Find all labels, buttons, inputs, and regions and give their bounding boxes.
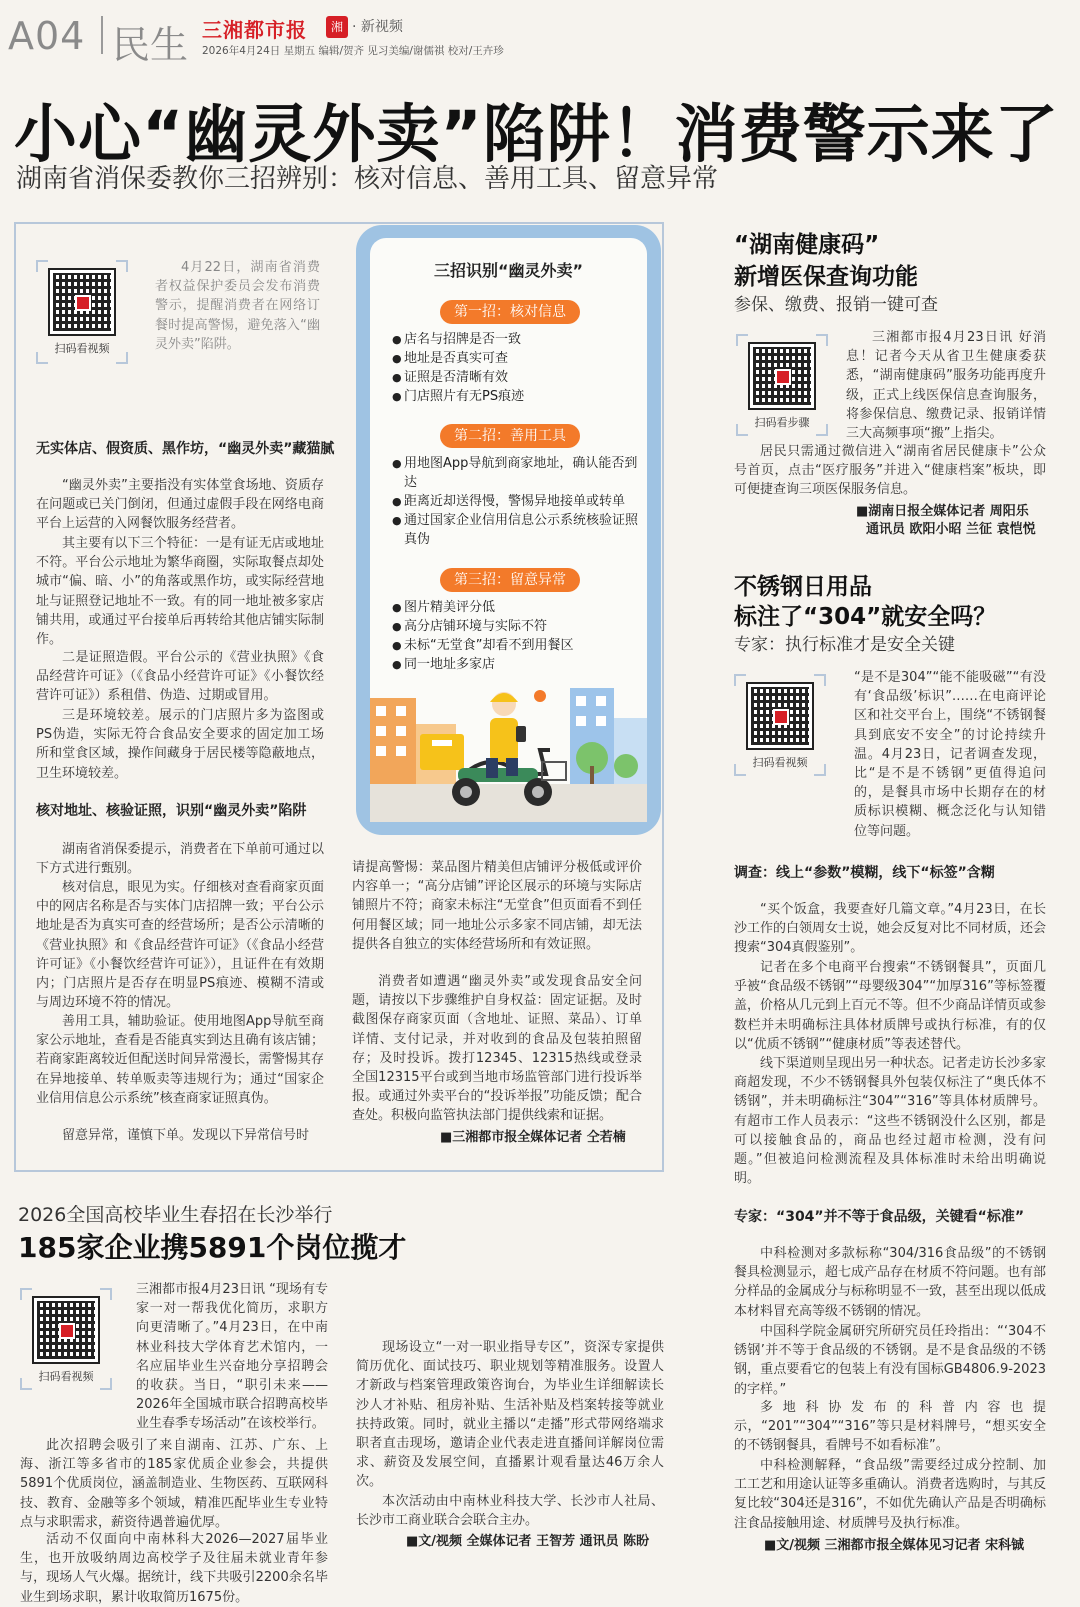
qr-caption: 扫码看步骤 (754, 416, 810, 429)
list-item: ● 证照是否清晰有效 (392, 368, 640, 387)
lead-paragraph: 请提高警惕：菜品图片精美但店铺评分极低或评价内容单一；“高分店铺”评论区展示的环境与实际店铺照片不符；商家未标注“无堂食”但页面看不到任何用餐区域；同一地址公示多家不同店铺，却无法提供各自独立的实体经营场所和有效证照。 (352, 860, 642, 952)
health-title-line-1: “湖南健康码” (734, 232, 880, 258)
qr-code-icon[interactable] (50, 270, 114, 334)
health-subtitle: 参保、缴费、报销一键可查 (734, 295, 938, 315)
list-item: ● 店名与招牌是否一致 (392, 330, 640, 349)
jobs-byline: ■文/视频 全媒体记者 王智芳 通讯员 陈盼 (406, 1534, 650, 1549)
step-1-list (392, 330, 640, 406)
lead-intro: 4月22日，湖南省消费者权益保护委员会发布消费警示，提醒消费者在网络订餐时提高警惕，避免落入“幽灵外卖”陷阱。 (155, 260, 320, 352)
steel-paragraph: 多地科协发布的科普内容也提示，“201”“304”“316”等只是材料牌号，“想买安全的不锈钢餐具，看牌号不如看标准”。 (734, 1400, 1046, 1454)
lead-subheadline: 湖南省消保委教你三招辨别：核对信息、善用工具、留意异常 (16, 164, 719, 194)
step-3-label: 第三招：留意异常 (440, 568, 580, 592)
health-byline: ■湖南日报全媒体记者 周阳乐 (856, 504, 1029, 519)
jobs-paragraph: 三湘都市报4月23日讯 “现场有专家一对一帮我优化简历，求职方向更清晰了。”4月23日，在中南林业科技大学体育艺术馆内，一名应届毕业生兴奋地分享招聘会的收获。当日，“职引未来——2026年全国城市联合招聘高校毕业生春季专场活动”在该校举行。 (136, 1282, 328, 1432)
list-item: ● 未标“无堂食”却看不到用餐区 (392, 636, 640, 655)
steel-paragraph: “是不是304”“能不能吸磁”“有没有‘食品级’标识”……在电商评论区和社交平台上，围绕“不锈钢餐具到底安不安全”的讨论持续升温。4月23日，记者调查发现，比“是不是不锈钢”更值得追问的，是餐具市场中长期存在的材质标识模糊、概念泛化与认知错位等问题。 (854, 670, 1046, 839)
lead-byline: ■三湘都市报全媒体记者 仝若楠 (440, 1130, 626, 1145)
steel-paragraph: 中科检测解释，“食品级”需要经过成分控制、加工工艺和用途认证等多重确认。消费者选购时，与其反复比较“304还是316”，不如优先确认产品是否明确标注食品接触用途、材质牌号及执行标准。 (734, 1458, 1047, 1531)
steel-paragraph: 中科检测对多款标称“304/316食品级”的不锈钢餐具检测显示，超七成产品存在材质不符问题。也有部分样品的金属成分与标称明显不一致，甚至出现以低成本材料冒充高等级不锈钢的情况。 (734, 1246, 1047, 1319)
list-item: ● 用地图App导航到商家地址，确认能否到达 (392, 454, 640, 492)
steel-subhead-1: 调查：线上“参数”模糊，线下“标签”含糊 (734, 865, 995, 881)
qr-caption: 扫码看视频 (752, 756, 808, 769)
lead-subhead-1: 无实体店、假资质、黑作坊，“幽灵外卖”藏猫腻 (36, 441, 335, 457)
lead-paragraph: 留意异常，谨慎下单。发现以下异常信号时 (62, 1128, 310, 1143)
health-paragraph: 居民只需通过微信进入“湖南省居民健康卡”公众号首页，点击“医疗服务”并进入“健康档案”板块，即可便捷查询三项医保服务信息。 (734, 444, 1046, 498)
page-number: A04 (8, 14, 86, 58)
lead-paragraph: 湖南省消保委提示，消费者在下单前可通过以下方式进行甄别。 (36, 842, 324, 877)
delivery-rider-illustration (370, 678, 647, 822)
lead-qr-block[interactable] (36, 260, 128, 364)
jobs-headline: 185家企业携5891个岗位揽才 (18, 1231, 407, 1264)
jobs-paragraph: 现场设立“一对一职业指导专区”，资深专家提供简历优化、面试技巧、职业规划等精准服务。设置人才新政与档案管理政策咨询台，为毕业生详细解读长沙人才补贴、租房补贴、生活补贴及档案转接等就业扶持政策。同时，就业主播以“走播”形式带网络端求职者直击现场，邀请企业代表走进直播间详解岗位需求、薪资及发展空间，直播累计观看量达46万余人次。 (356, 1340, 664, 1490)
jobs-paragraph: 此次招聘会吸引了来自湖南、江苏、广东、上海、浙江等多省市的185家优质企业参会，共提供5891个优质岗位，涵盖制造业、生物医药、互联网科技、教育、金融等多个领域，精准匹配毕业生专业特点与求职需求，薪资待遇普遍优厚。 (20, 1438, 328, 1530)
lead-paragraph: 消费者如遭遇“幽灵外卖”或发现食品安全问题，请按以下步骤维护自身权益：固定证据。及时截图保存商家页面（含地址、证照、菜品）、订单详情、支付记录，并对收到的食品及包装拍照留存；及时投诉。拨打12345、12315热线或登录全国12315平台或到当地市场监管部门进行投诉举报。或通过外卖平台的“投诉举报”功能反馈；配合查处。积极向监管执法部门提供线索和证据。 (352, 974, 642, 1124)
list-item: ● 通过国家企业信用信息公示系统核验证照真伪 (392, 511, 640, 549)
health-title-line-2: 新增医保查询功能 (734, 264, 918, 290)
lead-subhead-2: 核对地址、核验证照，识别“幽灵外卖”陷阱 (36, 803, 307, 819)
list-item: ● 高分店铺环境与实际不符 (392, 617, 640, 636)
steel-paragraph: “买个饭盒，我要查好几篇文章。”4月23日，在长沙工作的白领周女士说，她会反复对比不同材质，还会搜索“304真假鉴别”。 (734, 902, 1047, 956)
list-item: ● 图片精美评分低 (392, 598, 640, 617)
jobs-kicker: 2026全国高校毕业生春招在长沙举行 (18, 1204, 333, 1226)
step-2-label: 第二招：善用工具 (440, 424, 580, 448)
delivery-scooter-icon (370, 678, 647, 822)
health-byline-2: 通讯员 欧阳小昭 兰征 袁恺悦 (866, 522, 1036, 537)
list-item: ● 同一地址多家店 (392, 655, 640, 674)
steel-paragraph: 记者在多个电商平台搜索“不锈钢餐具”，页面几乎被“食品级不锈钢”“母婴级304”“加厚316”等标签覆盖，价格从几元到上百元不等。但不少商品详情页或参数栏并未明确标注具体材质牌号或执行标准，有的仅以“优质不锈钢”“健康材质”等表述替代。 (734, 960, 1047, 1052)
list-item: ● 门店照片有无PS痕迹 (392, 387, 640, 406)
date-editor-line: 2026年4月24日 星期五 编辑/贺齐 见习美编/谢儒祺 校对/王卉珍 (202, 45, 504, 57)
qr-code-icon[interactable] (750, 344, 814, 408)
steel-title-line-2: 标注了“304”就安全吗？ (734, 604, 997, 630)
step-1-label: 第一招：核对信息 (440, 300, 580, 324)
jobs-paragraph: 活动不仅面向中南林科大2026—2027届毕业生，也开放吸纳周边高校学子及往届未就业青年参与，现场人气火爆。据统计，线下共吸引2200余名毕业生到场求职，累计收取简历1675份。 (20, 1532, 328, 1605)
infographic-title: 三招识别“幽灵外卖” (433, 261, 584, 280)
qr-caption: 扫码看视频 (54, 342, 110, 355)
lead-paragraph: 善用工具，辅助验证。使用地图App导航至商家公示地址，查看是否能真实到达且确有该店铺；若商家距离较近但配送时间异常漫长，需警惕其存在异地接单、转单贩卖等违规行为；通过“国家企业信用信息公示系统”核查商家证照真伪。 (36, 1014, 324, 1106)
lead-paragraph: 核对信息，眼见为实。仔细核对查看商家页面中的网店名称是否与实体门店招牌一致；平台公示地址是否为真实可查的经营场所；是否公示清晰的《营业执照》和《食品经营许可证》（《食品小经营许可证》《小餐饮经营许可证》），且证件在有效期内；门店照片是否存在明显PS痕迹、模糊不清或与周边环境不符的情况。 (36, 880, 324, 1011)
step-2-list (392, 454, 640, 549)
steel-byline: ■文/视频 三湘都市报全媒体见习记者 宋科铖 (764, 1538, 1025, 1553)
lead-paragraph: “幽灵外卖”主要指没有实体堂食场地、资质存在问题或已关门倒闭，但通过虚假手段在网络电商平台上运营的入网餐饮服务经营者。 (36, 478, 324, 532)
list-item: ● 距离近却送得慢，警惕异地接单或转单 (392, 492, 640, 511)
newspaper-name: 三湘都市报 (202, 18, 307, 42)
qr-caption: 扫码看视频 (38, 1370, 94, 1383)
health-paragraph: 三湘都市报4月23日讯 好消息！记者今天从省卫生健康委获悉，“湖南健康码”服务功能再度升级，正式上线医保信息查询服务，将参保信息、缴费记录、报销详情三大高频事项“搬”上指尖。 (846, 330, 1046, 442)
section-name: 民生 (112, 23, 189, 67)
lead-paragraph: 三是环境较差。展示的门店照片多为盗图或PS伪造，实际无符合食品安全要求的固定加工场所和堂食区域，操作间藏身于居民楼等隐蔽地点，卫生环境较差。 (36, 708, 324, 781)
infographic-screen (370, 238, 647, 822)
steel-paragraph: 中国科学院金属研究所研究员任玲指出：“‘304不锈钢’并不等于食品级的不锈钢。是不是食品级的不锈钢，重点要看它的包装上有没有国标GB4806.9-2023的字样。” (734, 1324, 1046, 1397)
masthead-divider (101, 16, 103, 54)
video-brand: · 新视频 (352, 19, 403, 35)
health-qr-block[interactable] (736, 334, 828, 436)
paper-logo-icon: 湘 (326, 16, 348, 38)
jobs-paragraph: 本次活动由中南林业科技大学、长沙市人社局、长沙市工商业联合会联合主办。 (356, 1494, 664, 1529)
lead-paragraph: 其主要有以下三个特征：一是有证无店或地址不符。平台公示地址为繁华商圈，实际取餐点却处城市“偏、暗、小”的角落或黑作坊，或实际经营地址与证照登记地址不一致。有的同一地址被多家店铺共用，或通过平台接单后再转给其他店铺实际制作。 (36, 536, 324, 648)
list-item: ● 地址是否真实可查 (392, 349, 640, 368)
steel-paragraph: 线下渠道则呈现出另一种状态。记者走访长沙多家商超发现，不少不锈钢餐具外包装仅标注了“奥氏体不锈钢”，并未明确标注“304”“316”等具体材质牌号。有超市工作人员表示：“这些不锈钢没什么区别，都是可以接触食品的，商品也经过超市检测，没有问题。”但被追问检测流程及具体标准时未给出明确说明。 (734, 1056, 1047, 1187)
steel-subhead-2: 专家：“304”并不等于食品级，关键看“标准” (734, 1209, 1025, 1225)
lead-headline: 小心“幽灵外卖”陷阱！消费警示来了 (14, 98, 1059, 171)
steel-subtitle: 专家：执行标准才是安全关键 (734, 635, 955, 655)
steel-title-line-1: 不锈钢日用品 (734, 574, 872, 600)
lead-paragraph: 二是证照造假。平台公示的《营业执照》《食品经营许可证》（《食品小经营许可证》《小餐饮经营许可证》）系租借、伪造、过期或冒用。 (36, 650, 324, 704)
step-3-list (392, 598, 640, 674)
